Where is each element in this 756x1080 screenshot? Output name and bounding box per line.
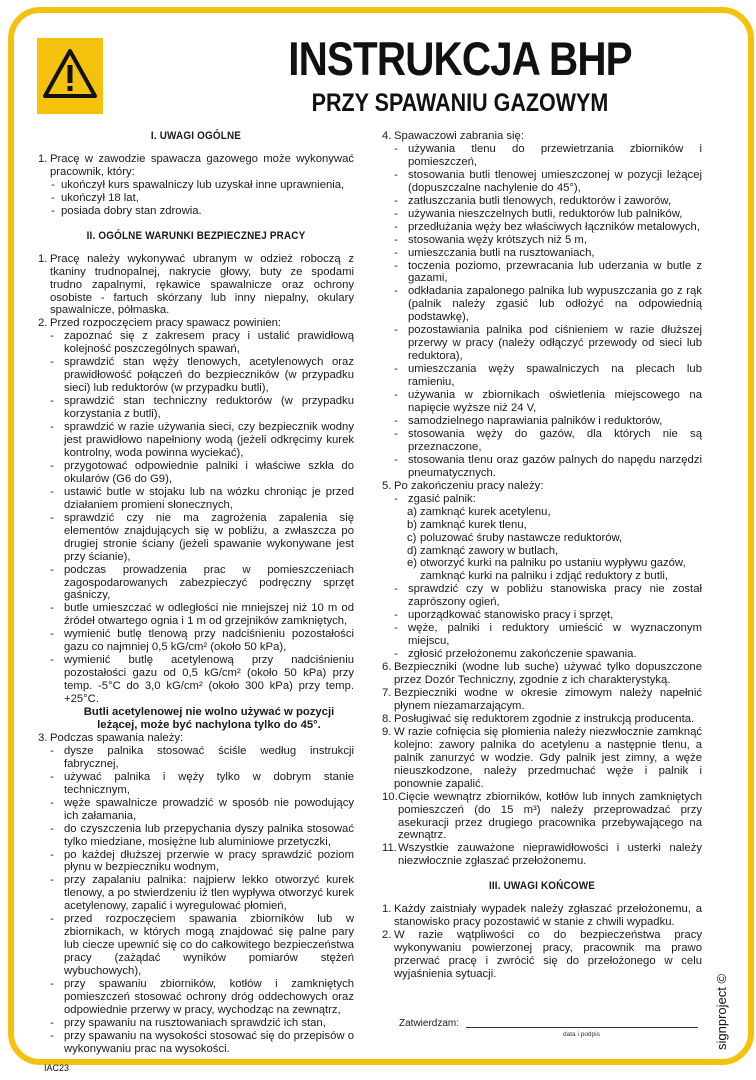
list-item: - ukończył 18 lat, bbox=[51, 191, 139, 204]
list-item: - przy spawaniu na rusztowaniach sprawdzić ich stan, bbox=[50, 1016, 326, 1029]
list-item: - wymienić butlę acetylenową przy nadciśnieniu pozostałości gazu od 0,5 kG/cm² (około 50 kPa) przy temp. -5°C do 3,0 kG/cm² (około 300 kPa) przy temp. +25°C. bbox=[50, 654, 354, 706]
list-item: - używania nieszczelnych butli, reduktorów lub palników, bbox=[394, 207, 683, 220]
product-code: IAC23 bbox=[44, 1063, 70, 1073]
list-item: 4. Spawaczowi zabrania się: bbox=[382, 130, 524, 142]
list-item: - dysze palnika stosować ściśle według instrukcji fabrycznej, bbox=[50, 744, 354, 770]
list-item: - przy spawaniu na wysokości stosować się do przepisów o wykonywaniu prac na wysokości. bbox=[50, 1029, 354, 1055]
list-item: 11. Wszystkie zauważone nieprawidłowości i usterki należy niezwłocznie zgłaszać przełożonemu. bbox=[382, 842, 702, 868]
list-item: 9. W razie cofnięcia się płomienia należy niezwłocznie zamknąć kolejno: zawory palnika do acetylenu a następnie tlenu, a palnik zanurzyć w wodzie. Gdy palnik jest zimny, a węże nieuszkodzone, należy przedmuchać węże i palnik i ponownie zapalić. bbox=[382, 725, 702, 790]
list-item: - przy zapalaniu palnika: najpierw lekko otworzyć kurek tlenowy, a po stwierdzeniu iż tlen wypływa otworzyć kurek acetylenowy, zapalić i wyregulować płomień, bbox=[50, 874, 354, 913]
list-item: - umieszczania butli na rusztowaniach, bbox=[394, 246, 595, 259]
list-item: - butle umieszczać w odległości nie mniejszej niż 10 m od źródeł otwartego ognia i 1 m od grzejników zamkniętych, bbox=[50, 602, 354, 628]
list-item: 8. Posługiwać się reduktorem zgodnie z instrukcją producenta. bbox=[382, 712, 695, 725]
warning-triangle-icon bbox=[42, 48, 98, 100]
list-item: - sprawdzić stan węży tlenowych, acetylenowych oraz prawidłowość połączeń do bezpieczników (w przypadku sieci) lub reduktorów (w przypadku butli), bbox=[50, 356, 354, 395]
list-item: b) zamknąć kurek tlenu, bbox=[407, 518, 527, 531]
list-item: - umieszczania węży spawalniczych na plecach lub ramieniu, bbox=[394, 363, 702, 389]
list-item: - odkładania zapalonego palnika lub wypuszczania go z rąk (palnik należy zgasić lub odłożyć na odpowiednią podstawkę), bbox=[394, 285, 702, 324]
warning-box bbox=[37, 38, 103, 114]
list-item: - sprawdzić czy nie ma zagrożenia zapalenia się elementów znajdujących się w pobliżu, a zwłaszcza po drugiej stronie ściany (jeżeli spawanie wykonywane jest przy ścianie), bbox=[50, 511, 354, 563]
list-item: - sprawdzić w razie używania sieci, czy bezpiecznik wodny jest prawidłowo napełniony wodą (jeżeli odkręcimy kurek kontrolny, woda powinna wyciekać), bbox=[50, 421, 354, 459]
list-item: 10. Cięcie wewnątrz zbiorników, kotłów lub innych zamkniętych pomieszczeń (do 15 m³) należy przeprowadzać przy asekuracji przez drugiego pracownika przebywającego na zewnątrz. bbox=[382, 790, 702, 842]
list-item: - przed rozpoczęciem spawania zbiorników lub w zbiornikach, w których mogą znajdować się palne pary lub ciecze upewnić się co do całkowitego bezpieczeństwa pracy (zażądać wyników pomiarów stężeń wybuchowych), bbox=[50, 913, 354, 978]
page-title: INSTRUKCJA BHP bbox=[288, 32, 632, 85]
list-item: 5. Po zakończeniu pracy należy: bbox=[382, 479, 544, 492]
list-item: - stosowania węży do gazów, dla których nie są przeznaczone, bbox=[394, 427, 702, 453]
list-item: c) poluzować śruby nastawcze reduktorów, bbox=[407, 531, 623, 544]
signature-caption: data i podpis bbox=[563, 1031, 600, 1038]
list-item: - ukończył kurs spawalniczy lub uzyskał inne uprawnienia, bbox=[51, 178, 345, 191]
list-item: - stosowania butli tlenowej umieszczonej w pozycji leżącej (dopuszczalne nachylenie do 45°), bbox=[394, 168, 702, 194]
list-item: - uporządkować stanowisko pracy i sprzęt, bbox=[394, 609, 614, 622]
list-item: - zatłuszczania butli tlenowych, reduktorów i zaworów, bbox=[394, 194, 672, 207]
list-item: - toczenia poziomo, przewracania lub uderzania w butle z gazami, bbox=[394, 259, 702, 285]
list-item: 2. Przed rozpoczęciem pracy spawacz powinien: bbox=[38, 317, 282, 330]
page-subtitle: PRZY SPAWANIU GAZOWYM bbox=[311, 89, 609, 117]
list-item: - używać palnika i węży tylko w dobrym stanie technicznym, bbox=[50, 770, 354, 796]
approve-label: Zatwierdzam: bbox=[399, 1018, 460, 1029]
list-item: 2. W razie wątpliwości co do bezpieczeństwa pracy wykonywaniu powierzonej pracy, pracownik ma prawo przerwać pracę i zwrócić się do przełożonego w celu wyjaśnienia sytuacji. bbox=[382, 929, 702, 981]
signature-line bbox=[466, 1027, 698, 1028]
section-heading: III. UWAGI KOŃCOWE bbox=[488, 880, 596, 893]
left-column bbox=[38, 128, 354, 1056]
list-item: 6. Bezpieczniki (wodne lub suche) używać tylko dopuszczone przez Dozór Techniczny, zgodnie z ich charakterystyką. bbox=[382, 661, 702, 687]
list-item: - stosowania węży krótszych niż 5 m, bbox=[394, 233, 587, 246]
list-item: - używania tlenu do przewietrzania zbiorników i pomieszczeń, bbox=[394, 142, 702, 168]
list-item: - zgasić palnik: bbox=[394, 492, 476, 505]
list-item: - zgłosić przełożonemu zakończenie spawania. bbox=[394, 648, 637, 661]
list-item: - ustawić butle w stojaku lub na wózku chroniąc je przed działaniem promieni słonecznych, bbox=[50, 485, 354, 511]
list-item: 7. Bezpieczniki wodne w okresie zimowym należy napełnić płynem niezamarzającym. bbox=[382, 686, 702, 712]
list-item: e) otworzyć kurki na palniku po ustaniu wypływu gazów, zamknąć kurki na palniku i zdjąć reduktory z butli, bbox=[407, 557, 686, 583]
list-item: - sprawdzić czy w pobliżu stanowiska pracy nie został zaprószony ogień, bbox=[394, 583, 702, 609]
list-item: - pozostawiania palnika pod ciśnieniem w razie dłuższej przerwy w pracy (należy odłączyć przewody od sieci lub reduktora), bbox=[394, 324, 702, 363]
list-item: - stosowania tlenu oraz gazów palnych do napędu narzędzi pneumatycznych. bbox=[394, 453, 702, 479]
list-item: - podczas prowadzenia prac w pomieszczeniach zagospodarowanych zabezpieczyć podręczny sprzęt gaśniczy, bbox=[50, 563, 354, 602]
list-item: - przedłużania węży bez właściwych łączników metalowych, bbox=[394, 220, 700, 233]
bold-warning-note: Butli acetylenowej nie wolno używać w pozycji leżącej, może być nachylona tylko do 45°. bbox=[83, 706, 335, 731]
list-item: - przygotować odpowiednie palniki i właściwe szkła do okularów (G6 do G9), bbox=[50, 459, 354, 485]
brand-mark bbox=[714, 920, 734, 1050]
list-item: - po każdej dłuższej przerwie w pracy sprawdzić poziom płynu w bezpieczniku wodnym, bbox=[50, 848, 354, 874]
list-item: 1. Pracę należy wykonywać ubranym w odzież roboczą z tkaniny trudnopalnej, nakrycie głowy, buty ze spodami trudno zapalnymi, rękawice spawalnicze oraz ochrony osobiste - fartuch skórzany lub inny niepalny, okulary spawalnicze, półmaska. bbox=[38, 252, 354, 317]
list-item: - posiada dobry stan zdrowia. bbox=[51, 204, 202, 217]
brand-text: signproject © bbox=[714, 973, 729, 1050]
section-heading: II. OGÓLNE WARUNKI BEZPIECZNEJ PRACY bbox=[86, 229, 306, 242]
list-item: 3. Podczas spawania należy: bbox=[38, 731, 184, 744]
list-item: d) zamknąć zawory w butlach, bbox=[407, 544, 559, 557]
list-item: - wymienić butlę tlenową przy nadciśnieniu pozostałości gazu co najmniej 0,5 kG/cm² (około 50 kPa), bbox=[50, 628, 354, 654]
right-column bbox=[382, 130, 702, 981]
list-item: a) zamknąć kurek acetylenu, bbox=[407, 505, 551, 518]
list-item: - węże, palniki i reduktory umieścić w wyznaczonym miejscu, bbox=[394, 622, 702, 648]
list-item: - węże spawalnicze prowadzić w sposób nie powodujący ich załamania, bbox=[50, 796, 354, 822]
list-item: - samodzielnego naprawiania palników i reduktorów, bbox=[394, 414, 663, 427]
list-item: - sprawdzić stan techniczny reduktorów (w przypadku korzystania z butli), bbox=[50, 395, 354, 421]
list-item: - używania w zbiornikach oświetlenia miejscowego na napięcie wyższe niż 24 V, bbox=[394, 389, 702, 415]
list-item: 1. Pracę w zawodzie spawacza gazowego może wykonywać pracownik, który: bbox=[38, 152, 354, 178]
list-item: - zapoznać się z zakresem pracy i ustalić prawidłową kolejność poszczególnych spawań, bbox=[50, 330, 354, 356]
list-item: - do czyszczenia lub przepychania dyszy palnika stosować tylko miedziane, mosiężne lub aluminiowe przetyczki, bbox=[50, 822, 354, 848]
list-item: - przy spawaniu zbiorników, kotłów i zamkniętych pomieszczeń stosować ochrony dróg oddechowych oraz odpowiednie przerwy w pracy, wychodząc na zewnątrz, bbox=[50, 978, 354, 1016]
list-item: 1. Każdy zaistniały wypadek należy zgłaszać przełożonemu, a stanowisko pracy pozostawić w stanie z chwili wypadku. bbox=[382, 903, 702, 929]
section-heading: I. UWAGI OGÓLNE bbox=[150, 130, 242, 142]
